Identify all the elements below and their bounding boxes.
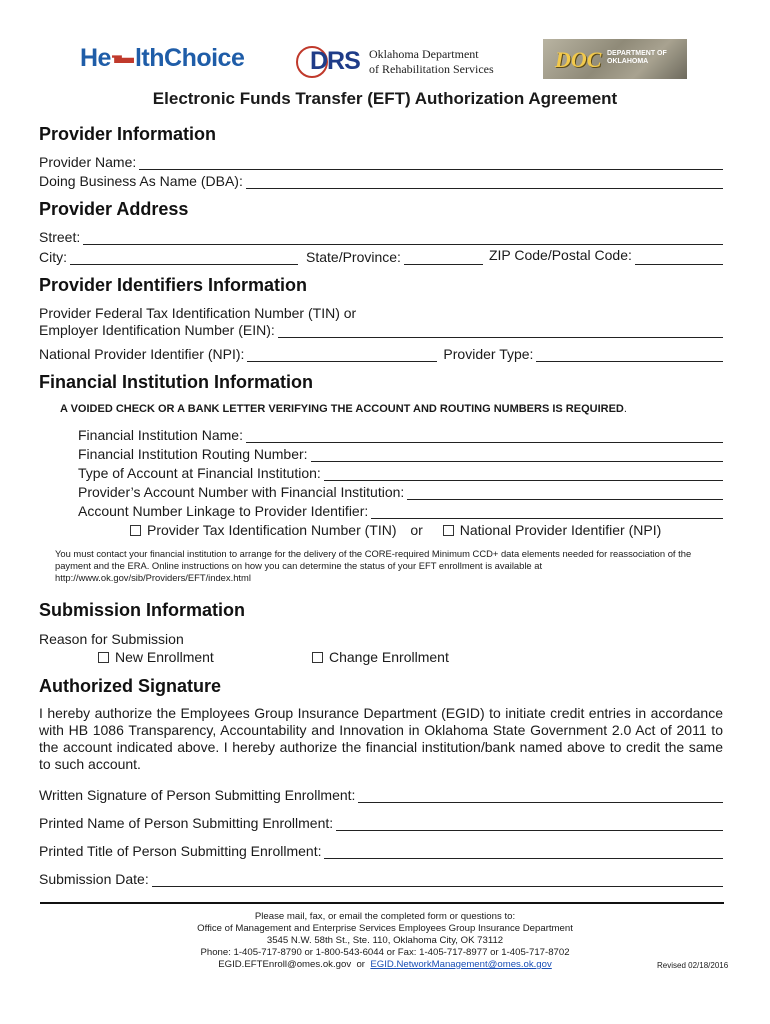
routing-field[interactable] xyxy=(311,460,723,462)
voided-check-text: A VOIDED CHECK OR A BANK LETTER VERIFYING THE ACCOUNT AND ROUTING NUMBERS IS REQUIRED xyxy=(60,403,624,415)
submission-date-field[interactable] xyxy=(152,885,723,887)
provider-info-heading: Provider Information xyxy=(39,124,217,144)
city-field[interactable] xyxy=(70,263,298,265)
footer-line2: Office of Management and Enterprise Services Employees Group Insurance Department xyxy=(197,923,573,934)
healthchoice-logo-text-end: lthChoice xyxy=(134,44,245,72)
provider-name-field[interactable] xyxy=(139,168,723,170)
account-type-field[interactable] xyxy=(324,479,723,481)
new-enrollment-checkbox[interactable] xyxy=(98,652,109,663)
submission-heading: Submission Information xyxy=(39,600,246,620)
change-enrollment-label: Change Enrollment xyxy=(329,649,449,665)
form-title: Electronic Funds Transfer (EFT) Authorization Agreement xyxy=(152,89,618,108)
footer-address: 3545 N.W. 58th St., Ste. 110, Oklahoma City, OK 73112 xyxy=(266,935,504,946)
footer-or: or xyxy=(356,959,365,970)
doc-logo xyxy=(543,39,687,79)
npi-option-label: National Provider Identifier (NPI) xyxy=(459,522,662,538)
street-label: Street: xyxy=(39,229,81,245)
change-enrollment-checkbox[interactable] xyxy=(312,652,323,663)
provider-name-label: Provider Name: xyxy=(39,154,137,170)
doc-logo-subtext xyxy=(607,50,667,66)
linkage-label: Account Number Linkage to Provider Identifier: xyxy=(78,503,369,519)
eft-enroll-email: EGID.EFTEnroll@omes.ok.gov xyxy=(218,959,352,970)
inst-name-row xyxy=(78,427,723,443)
npi-label: National Provider Identifier (NPI): xyxy=(39,346,245,362)
tin-ein-field[interactable] xyxy=(278,336,723,338)
drs-org-name xyxy=(369,47,494,77)
ccd-note: You must contact your financial institution to arrange for the delivery of the CORE-required Minimum CCD+ data elements needed for reassociation of the payment and the ERA. Online instructions on how you can determine the status of your EFT enrollment is available at http://www.ok.gov/sib/Providers/EFT/index.html xyxy=(55,548,692,583)
dba-label: Doing Business As Name (DBA): xyxy=(39,173,243,189)
drs-logo xyxy=(296,46,364,78)
street-row xyxy=(39,229,723,245)
provider-identifiers-heading: Provider Identifiers Information xyxy=(39,275,308,295)
printed-title-row xyxy=(39,843,723,859)
submission-date-label: Submission Date: xyxy=(39,871,149,887)
healthchoice-logo xyxy=(80,44,244,73)
street-field[interactable] xyxy=(83,243,723,245)
doc-sub-line2: OKLAHOMA xyxy=(607,58,649,65)
npi-field[interactable] xyxy=(247,360,437,362)
provider-name-row xyxy=(39,154,723,170)
account-type-row xyxy=(78,465,723,481)
npi-type-row xyxy=(39,346,723,362)
revised-date: Revised 02/18/2016 xyxy=(657,961,729,970)
city-state-zip-row xyxy=(39,249,723,265)
provider-type-field[interactable] xyxy=(536,360,723,362)
routing-row xyxy=(78,446,723,462)
new-enrollment-label: New Enrollment xyxy=(115,649,214,665)
linkage-field[interactable] xyxy=(371,517,723,519)
account-number-field[interactable] xyxy=(407,498,723,500)
account-number-label: Provider’s Account Number with Financial Institution: xyxy=(78,484,405,500)
authorization-paragraph: I hereby authorize the Employees Group Insurance Department (EGID) to initiate credit entries in accordance with HB 1086 Transparency, Accountability and Innovation in Oklahoma State Government 2.0 Act of 2011 to the account indicated above. I hereby authorize the financial institution/bank named above to credit the same to such account. xyxy=(39,705,723,772)
account-number-row xyxy=(78,484,723,500)
submission-date-row xyxy=(39,871,723,887)
state-label: State/Province: xyxy=(306,249,401,265)
state-field[interactable] xyxy=(404,263,483,265)
footer-line1: Please mail, fax, or email the completed form or questions to: xyxy=(254,911,516,922)
new-enrollment-option xyxy=(98,649,214,665)
tin-label: Provider Federal Tax Identification Number (TIN) or xyxy=(39,305,357,321)
signature-heading: Authorized Signature xyxy=(39,676,222,696)
drs-logo-text: DRS xyxy=(310,47,360,75)
voided-check-period: . xyxy=(623,403,627,415)
linkage-or-label: or xyxy=(410,522,423,538)
doc-logo-text: DOC xyxy=(555,47,602,72)
inst-name-field[interactable] xyxy=(246,441,723,443)
written-signature-label: Written Signature of Person Submitting Enrollment: xyxy=(39,787,356,803)
printed-name-field[interactable] xyxy=(336,829,723,831)
zip-label: ZIP Code/Postal Code: xyxy=(488,247,632,263)
linkage-options xyxy=(130,522,661,538)
reason-label: Reason for Submission xyxy=(39,631,184,647)
printed-title-label: Printed Title of Person Submitting Enrollment: xyxy=(39,843,322,859)
printed-title-field[interactable] xyxy=(324,857,723,859)
dba-field[interactable] xyxy=(246,187,723,189)
linkage-row xyxy=(78,503,723,519)
financial-heading: Financial Institution Information xyxy=(39,372,313,392)
healthchoice-logo-text-start: He xyxy=(80,44,111,72)
provider-type-label: Provider Type: xyxy=(443,346,534,362)
drs-org-line1: Oklahoma Department xyxy=(369,47,479,61)
printed-name-label: Printed Name of Person Submitting Enrollment: xyxy=(39,815,334,831)
zip-field[interactable] xyxy=(635,263,723,265)
city-label: City: xyxy=(39,249,67,265)
footer-divider xyxy=(40,902,724,904)
tin-option-label: Provider Tax Identification Number (TIN) xyxy=(147,522,397,538)
account-type-label: Type of Account at Financial Institution: xyxy=(78,465,321,481)
ein-label: Employer Identification Number (EIN): xyxy=(39,322,275,338)
voided-check-notice xyxy=(60,403,627,415)
written-signature-field[interactable] xyxy=(358,801,723,803)
routing-label: Financial Institution Routing Number: xyxy=(78,446,308,462)
footer-phone: Phone: 1-405-717-8790 or 1-800-543-6044 or Fax: 1-405-717-8977 or 1-405-717-8702 xyxy=(200,947,570,958)
oklahoma-map-icon xyxy=(112,55,134,63)
printed-name-row xyxy=(39,815,723,831)
dba-row xyxy=(39,173,723,189)
footer-emails xyxy=(0,959,770,971)
inst-name-label: Financial Institution Name: xyxy=(78,427,243,443)
doc-sub-line1: DEPARTMENT OF xyxy=(607,50,667,57)
drs-org-line2: of Rehabilitation Services xyxy=(369,62,494,76)
written-signature-row xyxy=(39,787,723,803)
npi-checkbox[interactable] xyxy=(443,525,454,536)
ein-row xyxy=(39,322,723,338)
network-management-email-link[interactable]: EGID.NetworkManagement@omes.ok.gov xyxy=(370,959,552,970)
footer-contact xyxy=(0,911,770,971)
change-enrollment-option xyxy=(312,649,449,665)
provider-address-heading: Provider Address xyxy=(39,199,189,219)
tin-checkbox[interactable] xyxy=(130,525,141,536)
